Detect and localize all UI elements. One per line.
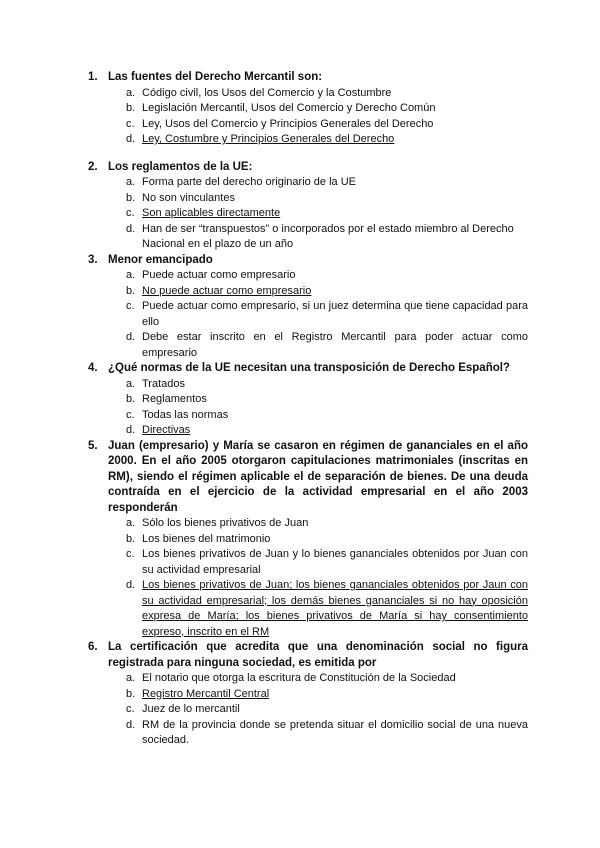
option-letter: d. [126,222,136,235]
question-number: 6. [88,641,98,653]
option-text: Tratados [142,377,186,390]
question-text: Juan (empresario) y María se casaron en régimen de gananciales en el año 2000. En el año 2005 otorgaron capitulaciones matrimoniales (inscritas en RM), siendo el régimen aplicable el de separación de bienes. De una deuda contraída en el ejercicio de la actividad empresarial en el año 2003 responderán [108,439,528,514]
question-list [88,70,528,749]
option-text: Código civil, los Usos del Comercio y la Costumbre [142,86,392,99]
option-b [88,284,528,300]
option-d [88,423,528,439]
option-text: Puede actuar como empresario, si un juez determina que tiene capacidad para ello [142,300,528,328]
option-text: Sólo los bienes privativos de Juan [142,517,309,529]
option-text: Reglamentos [142,393,207,405]
question-number: 1. [88,71,98,83]
option-text: Forma parte del derecho originario de la UE [142,176,357,188]
option-text: Directivas [142,424,191,436]
option-c [88,117,528,133]
option-text: Debe estar inscrito en el Registro Mercantil para poder actuar como empresario [142,331,528,359]
option-d [88,718,528,749]
option-d [88,578,528,640]
question-text: La certificación que acredita que una denominación social no figura registrada para ninguna sociedad, es emitida por [108,641,528,669]
option-a [88,377,528,393]
option-d [88,132,528,148]
option-text: Son aplicables directamente [142,207,281,219]
option-letter: b. [126,284,136,297]
option-list [88,377,528,439]
option-letter: b. [126,687,136,700]
option-letter: d. [126,718,136,731]
option-c [88,702,528,718]
option-text: Todas las normas [142,408,229,421]
option-c [88,206,528,222]
option-list [88,86,528,148]
option-letter: c. [126,300,135,312]
option-text: Han de ser “transpuestos” o incorporados por el estado miembro al Derecho Nacional en el plazo de un año [142,222,514,250]
option-list [88,268,528,361]
option-a [88,86,528,102]
question-number: 2. [88,160,98,173]
question-5 [88,439,528,641]
option-letter: a. [126,517,136,529]
option-letter: b. [126,532,136,545]
option-letter: b. [126,191,136,204]
question-text: Las fuentes del Derecho Mercantil son: [108,71,323,83]
option-text: Legislación Mercantil, Usos del Comercio y Derecho Común [142,102,436,114]
option-text: Puede actuar como empresario [142,269,296,281]
option-letter: a. [126,176,136,188]
option-letter: c. [126,207,135,219]
option-a [88,671,528,687]
option-a [88,516,528,532]
question-2 [88,160,528,253]
option-text: Los bienes del matrimonio [142,532,271,545]
option-text: El notario que otorga la escritura de Constitución de la Sociedad [142,672,456,684]
option-letter: d. [126,331,136,343]
option-c [88,408,528,424]
option-letter: d. [126,133,136,145]
question-6 [88,640,528,749]
option-c [88,547,528,578]
option-a [88,175,528,191]
option-b [88,101,528,117]
question-number: 3. [88,253,98,266]
question-4 [88,361,528,439]
question-number: 5. [88,439,98,452]
question-3 [88,253,528,362]
option-letter: d. [126,579,136,591]
option-b [88,392,528,408]
option-text: Ley, Costumbre y Principios Generales del Derecho [142,133,395,145]
option-letter: a. [126,672,136,684]
option-d [88,222,528,253]
option-letter: b. [126,393,136,405]
option-b [88,532,528,548]
option-letter: c. [126,703,135,715]
option-text: Juez de lo mercantil [142,703,240,715]
option-text: No puede actuar como empresario [142,284,312,297]
option-letter: c. [126,117,135,130]
option-letter: b. [126,102,136,114]
option-b [88,687,528,703]
option-letter: a. [126,86,136,99]
option-letter: a. [126,377,136,390]
option-d [88,330,528,361]
option-list [88,516,528,640]
question-text: Los reglamentos de la UE: [108,160,253,173]
option-text: Los bienes privativos de Juan y lo bienes gananciales obtenidos por Juan con su actividad empresarial [142,548,528,576]
question-text: Menor emancipado [108,253,213,266]
option-letter: c. [126,408,135,421]
option-text: Ley, Usos del Comercio y Principios Generales del Derecho [142,117,434,130]
option-b [88,191,528,207]
option-letter: a. [126,269,136,281]
option-text: No son vinculantes [142,191,235,204]
option-list [88,175,528,253]
option-letter: d. [126,424,136,436]
option-text: Los bienes privativos de Juan; los bienes gananciales obtenidos por Jaun con su actividad empresarial; los demás bienes gananciales si no hay oposición expresa de María; los bienes privativos de María si hay consentimiento expreso, inscrito en el RM [142,579,528,638]
question-text: ¿Qué normas de la UE necesitan una transposición de Derecho Español? [108,362,510,374]
question-1 [88,70,528,148]
option-a [88,268,528,284]
question-number: 4. [88,362,98,374]
option-c [88,299,528,330]
option-text: Registro Mercantil Central [142,687,270,700]
option-text: RM de la provincia donde se pretenda situar el domicilio social de una nueva sociedad. [142,718,528,746]
option-list [88,671,528,749]
option-letter: c. [126,548,135,560]
